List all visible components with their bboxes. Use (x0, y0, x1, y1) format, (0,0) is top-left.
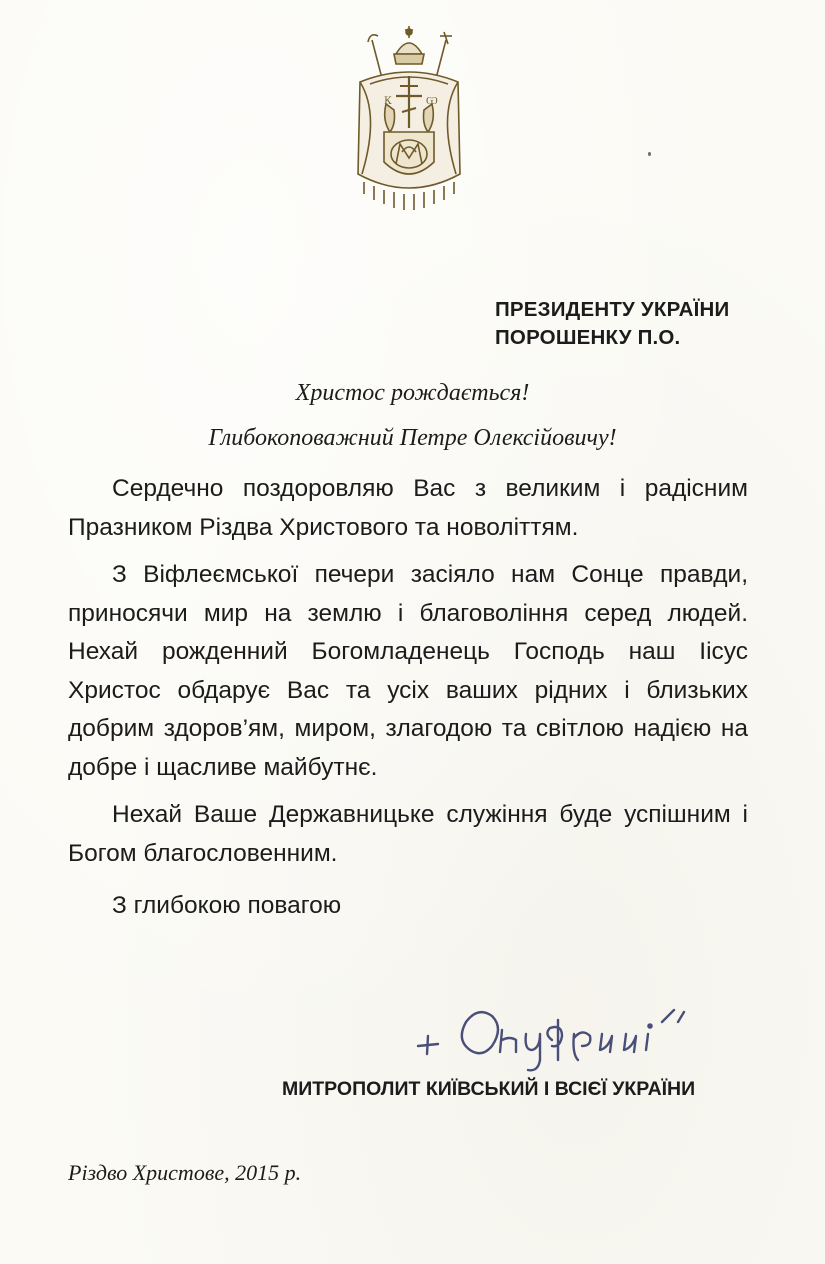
paper-speck (648, 152, 651, 156)
body-paragraph-3: Нехай Ваше Державницьке служіння буде успішним і Богом благословенним. (68, 801, 748, 867)
svg-text:Ѡ: Ѡ (426, 96, 438, 107)
greeting-salutation: Глибокоповажний Петре Олексійовичу! (208, 425, 617, 451)
body-paragraph-2: З Віфлеємської печери засіяло нам Сонце правди, приносячи мир на землю і благовоління серед людей. Нехай рожденний Богомладенець Господь наш Іісус Христос обдарує Вас та усіх ваших рідних і близьких добрим здоров’ям, миром, злагодою та світлою надією на добре і щасливе майбутнє. (68, 561, 748, 781)
addressee-line-1: ПРЕЗИДЕНТУ УКРАЇНИ (495, 298, 730, 321)
handwritten-signature (412, 1000, 692, 1078)
addressee-line-2: ПОРОШЕНКУ П.О. (495, 326, 681, 349)
greeting-christ-is-born: Христос рождається! (295, 380, 530, 406)
closing-phrase: З глибокою повагою (112, 892, 342, 919)
addressee-block (495, 296, 729, 352)
letter-body (68, 470, 748, 882)
metropolitan-coat-of-arms-icon (340, 24, 478, 220)
letter-date: Різдво Христове, 2015 р. (68, 1160, 302, 1185)
body-paragraph-1: Сердечно поздоровляю Вас з великим і радісним Празником Різдва Христового та новоліттям. (68, 475, 748, 541)
svg-text:К: К (384, 96, 392, 107)
signatory-title: МИТРОПОЛИТ КИЇВСЬКИЙ І ВСІЄЇ УКРАЇНИ (282, 1078, 696, 1100)
